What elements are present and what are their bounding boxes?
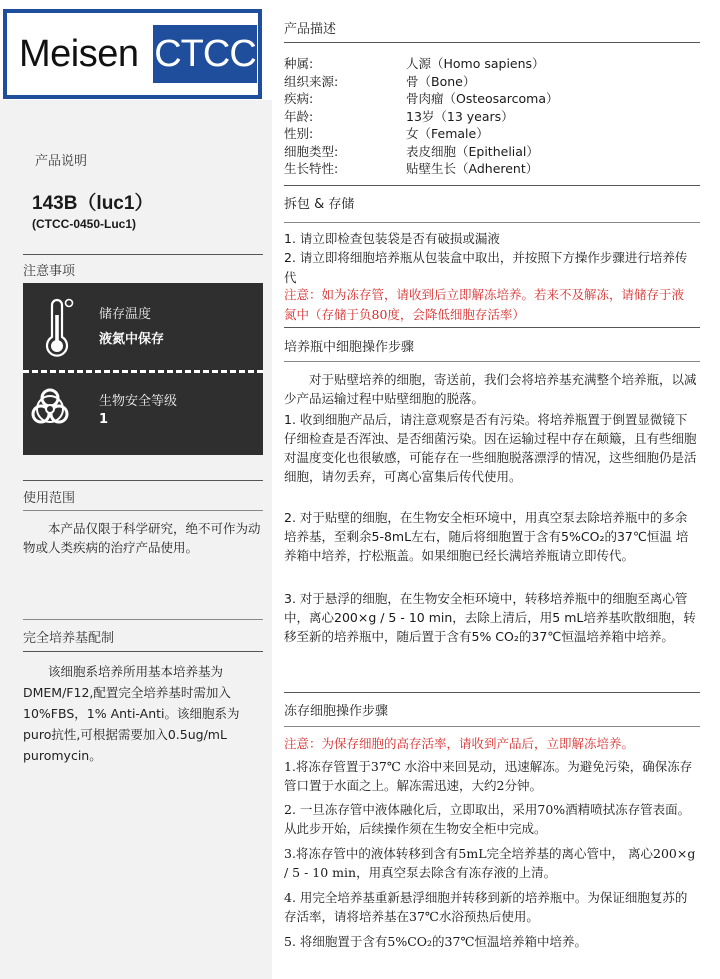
unpack-heading: 拆包 & 存储 <box>284 197 355 212</box>
divider <box>23 480 263 481</box>
info-value: 骨（Bone） <box>406 73 476 89</box>
info-key: 种属: <box>284 56 314 71</box>
divider <box>284 726 700 727</box>
product-name: 143B（luc1） <box>32 193 154 214</box>
biosafety-value: 1 <box>99 412 109 427</box>
info-value: 表皮细胞（Epithelial） <box>406 143 539 159</box>
medium-heading: 完全培养基配制 <box>23 631 115 646</box>
flask-intro: 对于贴壁培养的细胞，寄送前，我们会将培养基充满整个培养瓶，以减少产品运输过程中贴壁细胞的脱落。 <box>284 372 697 406</box>
storage-safety-panel <box>23 283 263 455</box>
divider <box>23 510 263 511</box>
product-label: 产品说明 <box>35 154 88 169</box>
frozen-heading: 冻存细胞操作步骤 <box>284 704 389 719</box>
divider <box>284 692 700 693</box>
info-value: 人源（Homo sapiens） <box>406 56 545 71</box>
divider <box>284 42 700 43</box>
unpack-step-2: 2. 请立即将细胞培养瓶从包装盒中取出，并按照下方操作步骤进行培养传代 <box>284 250 688 285</box>
logo-text-meisen: Meisen <box>19 33 139 75</box>
info-value: 骨肉瘤（Osteosarcoma） <box>406 91 559 106</box>
info-key: 性别: <box>284 126 314 141</box>
storage-value: 液氮中保存 <box>99 332 165 347</box>
product-code: (CTCC-0450-Luc1) <box>32 217 137 231</box>
scope-text: 本产品仅限于科学研究，绝不可作为动物或人类疾病的治疗产品使用。 <box>23 521 261 555</box>
thermometer-icon <box>41 297 75 365</box>
logo-text-ctcc: CTCC <box>153 25 257 83</box>
biosafety-label: 生物安全等级 <box>99 394 178 409</box>
info-key: 细胞类型: <box>284 143 339 159</box>
flask-step-2: 2. 对于贴壁的细胞，在生物安全柜环境中，用真空泵去除培养瓶中的多余培养基，至剩余5-8mL左右，随后将细胞置于含有5%CO₂的37℃恒温 培养箱中培养，拧松瓶盖。如果细胞已经长满培养瓶请立即传代。 <box>284 510 689 563</box>
info-key: 疾病: <box>284 91 314 106</box>
unpack-warning: 注意：如为冻存管，请收到后立即解冻培养。若来不及解冻，请储存于液氮中（存储于负80度，会降低细胞存活率） <box>284 287 685 322</box>
flask-step-3: 3. 对于悬浮的细胞，在生物安全柜环境中，转移培养瓶中的细胞至离心管中，离心200×g / 5 - 10 min，去除上清后，用5 mL培养基吹散细胞，转移至新的培养瓶中，随后置于含有5% CO₂的37℃恒温培养箱中培养。 <box>284 591 696 644</box>
divider <box>284 361 700 362</box>
divider <box>23 651 263 652</box>
info-value: 贴壁生长（Adherent） <box>406 161 539 176</box>
brand-logo <box>3 9 262 99</box>
info-key: 组织来源: <box>284 73 339 89</box>
frozen-step-3: 3.将冻存管中的液体转移到含有5mL完全培养基的离心管中， 离心200×g / 5 - 10 min，用真空泵去除含有冻存液的上清。 <box>284 846 696 880</box>
frozen-step-5: 5. 将细胞置于含有5%CO₂的37℃恒温培养箱中培养。 <box>284 934 587 949</box>
scope-heading: 使用范围 <box>23 491 76 506</box>
frozen-step-4: 4. 用完全培养基重新悬浮细胞并转移到新的培养瓶中。为保证细胞复苏的存活率，请将培养基在37℃水浴预热后使用。 <box>284 890 688 924</box>
notes-heading: 注意事项 <box>23 264 76 279</box>
flask-heading: 培养瓶中细胞操作步骤 <box>284 340 415 355</box>
info-value: 女（Female） <box>406 126 489 141</box>
desc-heading: 产品描述 <box>284 22 337 37</box>
divider <box>284 327 700 328</box>
frozen-step-1: 1.将冻存管置于37℃ 水浴中来回晃动，迅速解冻。为避免污染，确保冻存管口置于水面之上。解冻需迅速，大约2分钟。 <box>284 759 693 793</box>
divider <box>284 222 700 223</box>
medium-text: 该细胞系培养所用基本培养基为DMEM/F12,配置完全培养基时需加入10%FBS，1% Anti-Anti。该细胞系为puro抗性,可根据需要加入0.5ug/mL puromycin。 <box>23 664 240 763</box>
frozen-step-2: 2. 一旦冻存管中液体融化后，立即取出，采用70%酒精喷拭冻存管表面。从此步开始，后续操作须在生物安全柜中完成。 <box>284 802 691 836</box>
unpack-step-1: 1. 请立即检查包装袋是否有破损或漏液 <box>284 231 500 246</box>
flask-step-1: 1. 收到细胞产品后，请注意观察是否有污染。将培养瓶置于倒置显微镜下仔细检查是否浑浊、是否细菌污染。因在运输过程中存在颠簸，且有些细胞对温度变化也很敏感，可能存在一些细胞脱落漂浮的情况，这些细胞仍是活细胞，请勿丢弃，可离心富集后传代使用。 <box>284 412 697 484</box>
frozen-warning: 注意：为保存细胞的高存活率，请收到产品后，立即解冻培养。 <box>284 736 635 751</box>
divider <box>23 254 263 255</box>
divider <box>23 619 263 620</box>
biohazard-icon <box>27 385 73 435</box>
info-value: 13岁（13 years） <box>406 108 514 124</box>
info-key: 年龄: <box>284 108 314 124</box>
divider <box>284 185 700 186</box>
info-key: 生长特性: <box>284 161 339 176</box>
dashed-divider <box>23 370 263 373</box>
storage-label: 储存温度 <box>99 307 152 322</box>
